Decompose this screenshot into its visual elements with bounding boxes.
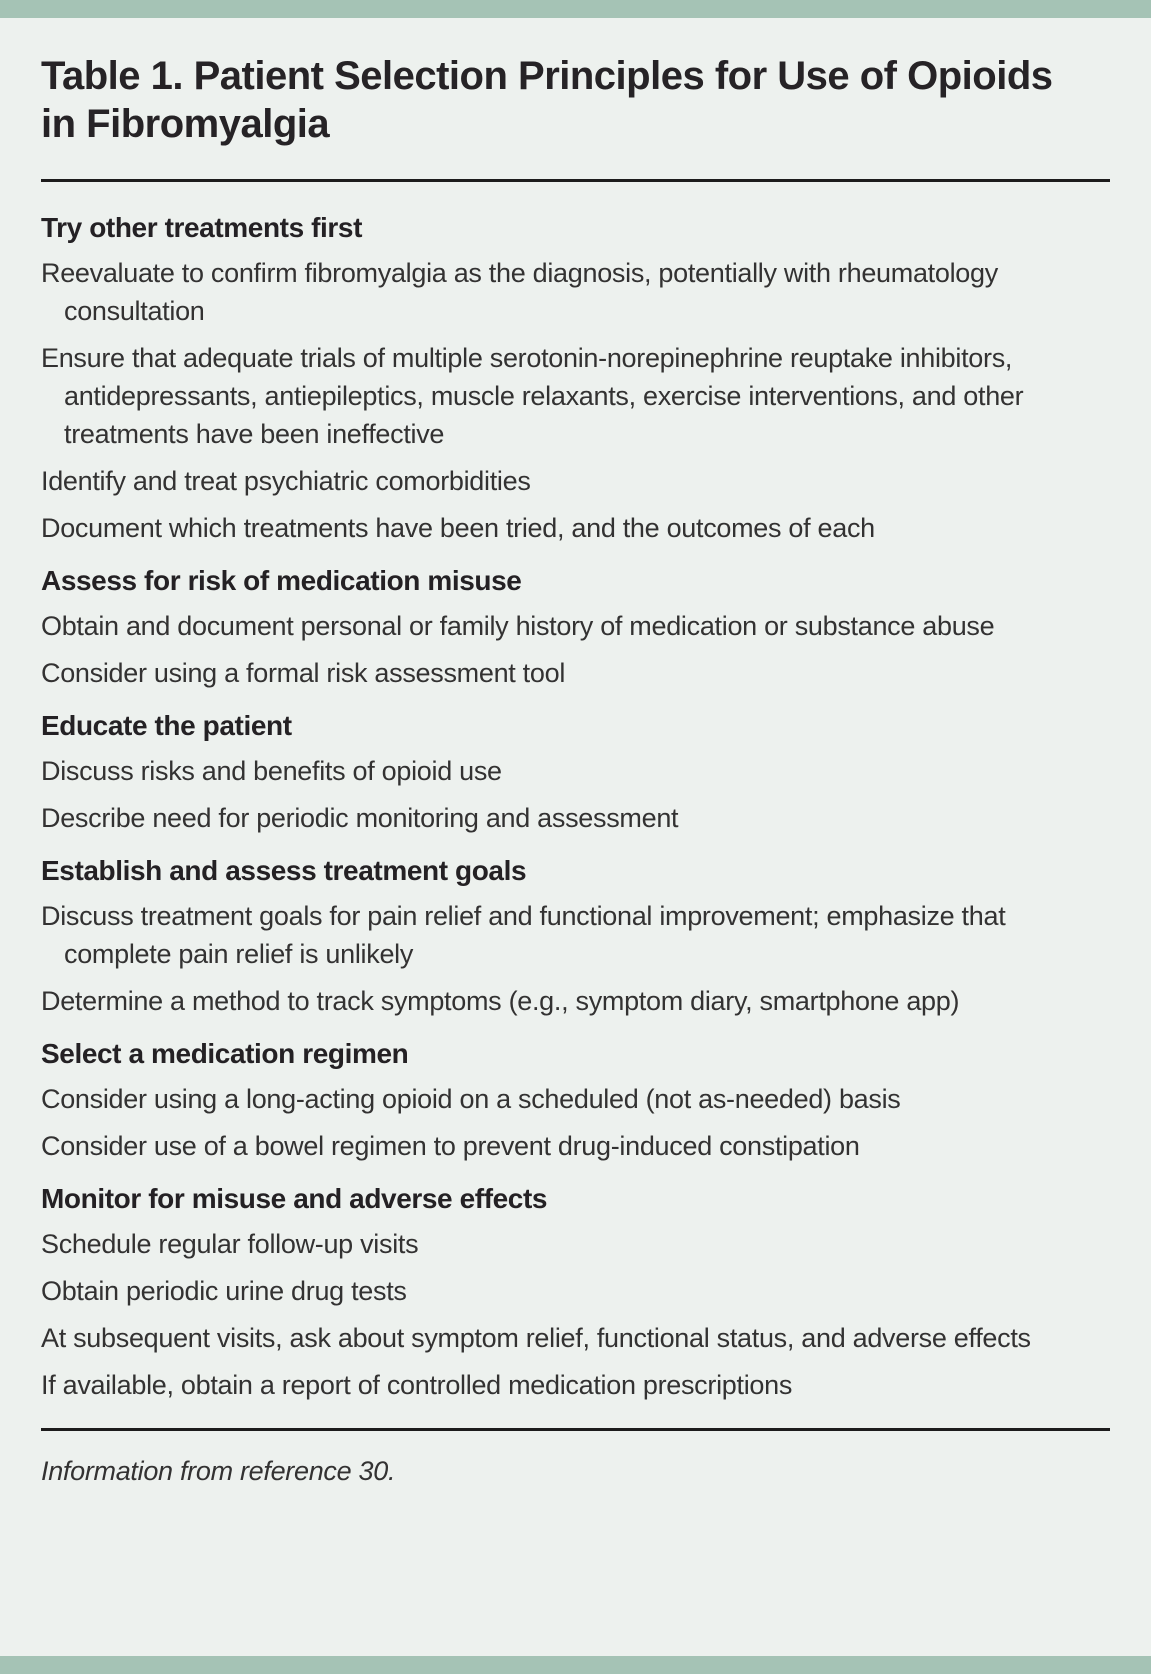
section-monitor-misuse	[41, 1180, 1110, 1404]
table-item: Describe need for periodic monitoring and assessment	[41, 803, 679, 833]
table-title-line-2: in Fibromyalgia	[41, 102, 330, 146]
section-educate-patient	[41, 707, 1110, 837]
section-heading: Establish and assess treatment goals	[41, 855, 527, 886]
table-item: Discuss treatment goals for pain relief and functional improvement; emphasize that complete pain relief is unlikely	[41, 901, 1006, 969]
section-medication-regimen	[41, 1035, 1110, 1165]
section-treatment-goals	[41, 852, 1110, 1020]
title-divider	[41, 179, 1110, 182]
bottom-accent-bar	[0, 1656, 1151, 1674]
table-item: Document which treatments have been tried, and the outcomes of each	[41, 513, 875, 543]
table-item: Consider using a long-acting opioid on a scheduled (not as-needed) basis	[41, 1084, 901, 1114]
section-heading: Monitor for misuse and adverse effects	[41, 1183, 548, 1214]
table-content	[0, 52, 1151, 1489]
table-item: At subsequent visits, ask about symptom relief, functional status, and adverse effects	[41, 1323, 1031, 1353]
table-body	[41, 209, 1110, 1404]
table-item: Obtain and document personal or family history of medication or substance abuse	[41, 611, 995, 641]
section-heading: Assess for risk of medication misuse	[41, 565, 522, 596]
table-item: Schedule regular follow-up visits	[41, 1229, 419, 1259]
table-item: Reevaluate to confirm fibromyalgia as the diagnosis, potentially with rheumatology consultation	[41, 258, 998, 326]
table-item: Identify and treat psychiatric comorbidities	[41, 466, 531, 496]
table-title-line-1: Table 1. Patient Selection Principles for Use of Opioids	[41, 54, 1053, 98]
table-item: Ensure that adequate trials of multiple serotonin-norepinephrine reuptake inhibitors, antidepressants, antiepileptics, muscle relaxants, exercise interventions, and other treatments have been ineffective	[41, 343, 1024, 449]
top-accent-bar	[0, 0, 1151, 18]
section-heading: Educate the patient	[41, 710, 292, 741]
table-item: Determine a method to track symptoms (e.g., symptom diary, smartphone app)	[41, 986, 960, 1016]
section-heading: Try other treatments first	[41, 212, 363, 243]
table-title	[41, 52, 1110, 148]
table-item: Consider use of a bowel regimen to prevent drug-induced constipation	[41, 1131, 860, 1161]
table-item: Obtain periodic urine drug tests	[41, 1276, 407, 1306]
table-item: Consider using a formal risk assessment tool	[41, 658, 566, 688]
footnote: Information from reference 30.	[41, 1456, 396, 1486]
footer-divider	[41, 1428, 1110, 1431]
section-assess-risk	[41, 562, 1110, 692]
table-item: Discuss risks and benefits of opioid use	[41, 756, 502, 786]
section-heading: Select a medication regimen	[41, 1038, 409, 1069]
table-item: If available, obtain a report of controlled medication prescriptions	[41, 1370, 793, 1400]
section-try-other-treatments	[41, 209, 1110, 547]
